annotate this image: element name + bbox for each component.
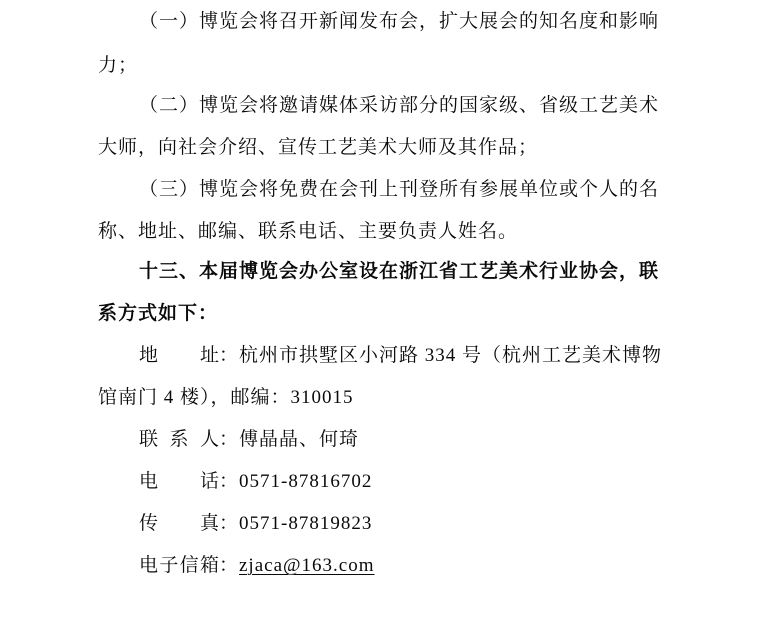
section-13-heading-line-2: 系方式如下： — [98, 303, 219, 324]
phone-colon: ： — [219, 471, 239, 492]
contact-person-colon: ： — [219, 429, 239, 450]
fax-value: 0571-87819823 — [239, 513, 373, 534]
address-value: 杭州市拱墅区小河路 334 号（杭州工艺美术博物 — [239, 345, 663, 366]
item-2-line-2: 大师，向社会介绍、宣传工艺美术大师及其作品； — [98, 137, 539, 158]
item-1-line-1: （一）博览会将召开新闻发布会，扩大展会的知名度和影响 — [139, 11, 660, 32]
email-link[interactable]: zjaca@163.com — [239, 555, 375, 576]
email-colon: ： — [219, 555, 239, 576]
item-3-line-2: 称、地址、邮编、联系电话、主要负责人姓名。 — [98, 221, 519, 242]
item-1-line-2: 力； — [98, 55, 139, 76]
fax-colon: ： — [219, 513, 239, 534]
phone-value: 0571-87816702 — [239, 471, 373, 492]
fax-label: 传真 — [139, 513, 219, 534]
phone-row — [139, 461, 372, 503]
item-3-line-1: （三）博览会将免费在会刊上刊登所有参展单位或个人的名 — [139, 179, 660, 200]
phone-label: 电话 — [139, 471, 219, 492]
address-label: 地址 — [139, 345, 219, 366]
address-row — [139, 335, 662, 377]
email-label: 电子信箱 — [139, 555, 219, 576]
address-colon: ： — [219, 345, 239, 366]
address-value-continued: 馆南门 4 楼），邮编：310015 — [98, 387, 354, 408]
contact-person-label: 联系人 — [139, 429, 219, 450]
contact-person-value: 傅晶晶、何琦 — [239, 429, 360, 450]
email-row — [139, 545, 374, 587]
fax-row — [139, 503, 372, 545]
contact-person-row — [139, 419, 359, 461]
section-13-heading-line-1: 十三、本届博览会办公室设在浙江省工艺美术行业协会，联 — [139, 261, 660, 282]
item-2-line-1: （二）博览会将邀请媒体采访部分的国家级、省级工艺美术 — [139, 95, 660, 116]
